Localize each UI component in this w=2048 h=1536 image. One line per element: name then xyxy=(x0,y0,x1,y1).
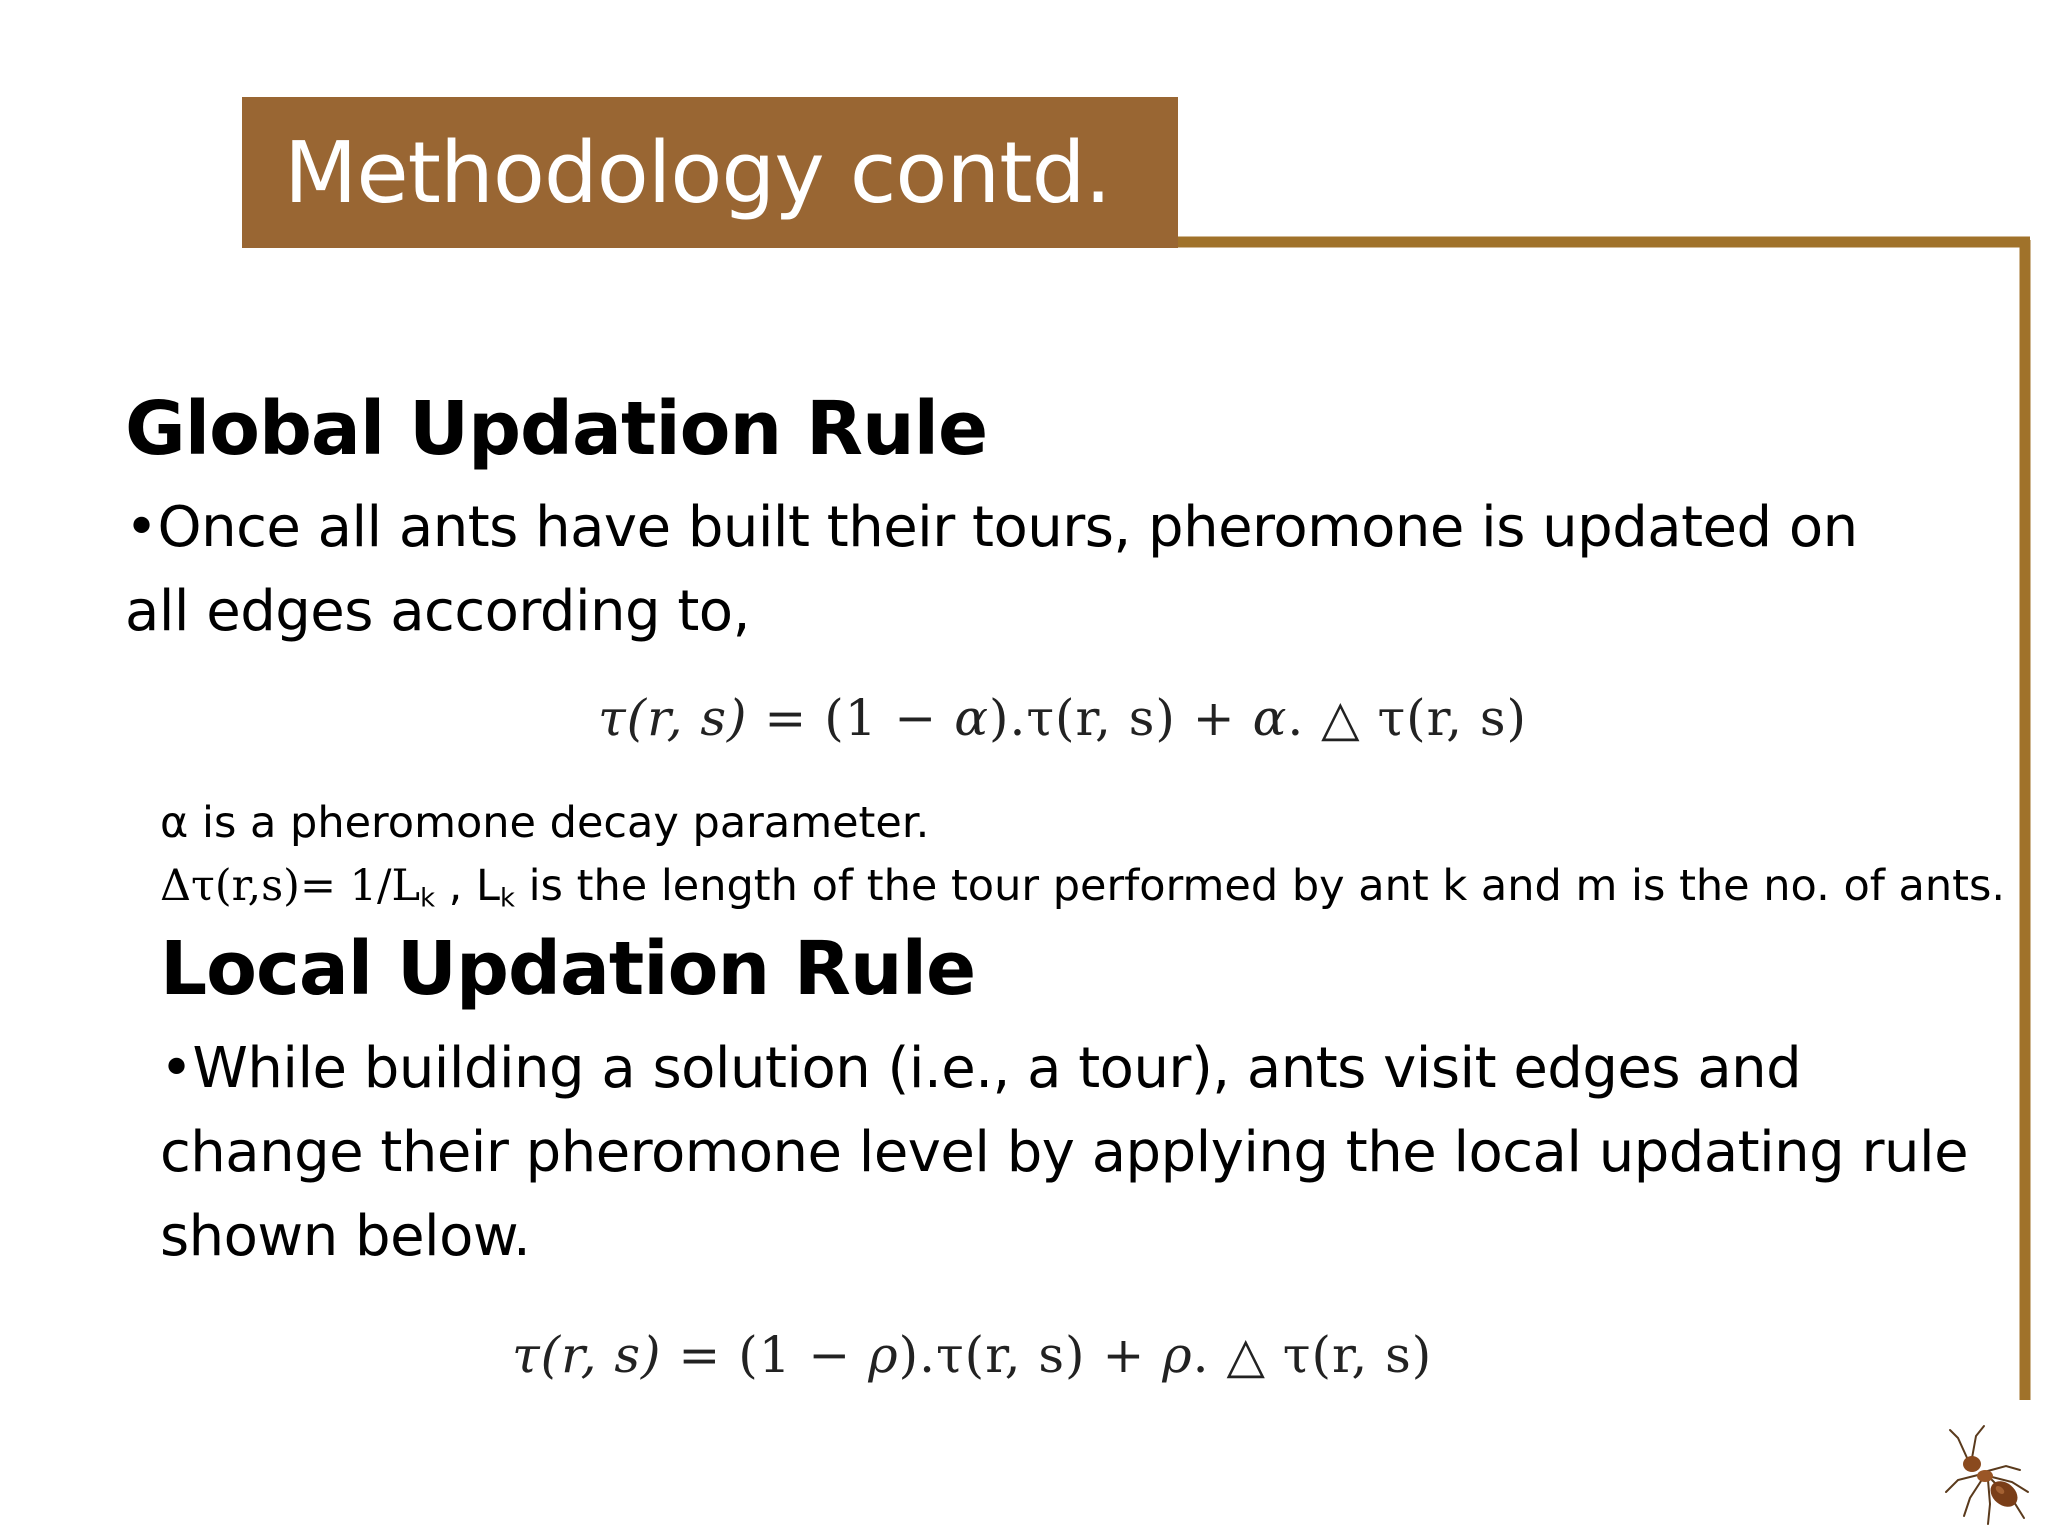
local-eq-mid: ).τ(r, s) + xyxy=(898,1326,1163,1384)
delta-note-suffix: is the length of the tour performed by ant k and m is the no. of ants. xyxy=(514,861,2006,911)
local-eq-coef: ρ xyxy=(868,1326,899,1384)
local-eq-rhs: . △ τ(r, s) xyxy=(1192,1326,1433,1384)
slide-title: Methodology contd. xyxy=(284,124,1111,223)
local-bullet-line2: change their pheromone level by applying the local updating rule xyxy=(160,1120,1969,1185)
local-bullet-line3: shown below. xyxy=(160,1204,531,1269)
global-eq-eq: = (1 − xyxy=(747,689,955,747)
global-heading: Global Updation Rule xyxy=(125,386,988,472)
local-equation xyxy=(512,1326,1433,1384)
alpha-note: α is a pheromone decay parameter. xyxy=(160,798,930,848)
title-banner xyxy=(242,97,1178,248)
delta-note-sub1: k xyxy=(420,883,436,914)
local-bullet xyxy=(160,1027,1968,1279)
global-eq-lhs: τ(r, s) xyxy=(598,689,748,747)
global-eq-coef: α xyxy=(954,689,989,747)
local-eq-lhs: τ(r, s) xyxy=(512,1326,662,1384)
local-eq-coef2: ρ xyxy=(1162,1326,1193,1384)
delta-note xyxy=(160,861,2006,914)
delta-note-mid: , L xyxy=(435,861,500,911)
ant-icon xyxy=(1928,1420,2038,1530)
global-bullet-line1: •Once all ants have built their tours, pheromone is updated on xyxy=(125,495,1858,560)
global-eq-coef2: α xyxy=(1252,689,1288,747)
local-bullet-line1: •While building a solution (i.e., a tour), ants visit edges and xyxy=(160,1036,1802,1101)
global-equation xyxy=(598,689,1528,747)
global-eq-mid: ).τ(r, s) + xyxy=(988,689,1253,747)
local-heading: Local Updation Rule xyxy=(160,926,976,1012)
delta-note-sub2: k xyxy=(499,883,515,914)
delta-note-prefix: Δτ(r,s)= 1/L xyxy=(160,861,421,911)
global-eq-rhs: . △ τ(r, s) xyxy=(1287,689,1528,747)
global-bullet-line2: all edges according to, xyxy=(125,579,750,644)
local-eq-eq: = (1 − xyxy=(661,1326,869,1384)
global-bullet xyxy=(125,486,1858,654)
